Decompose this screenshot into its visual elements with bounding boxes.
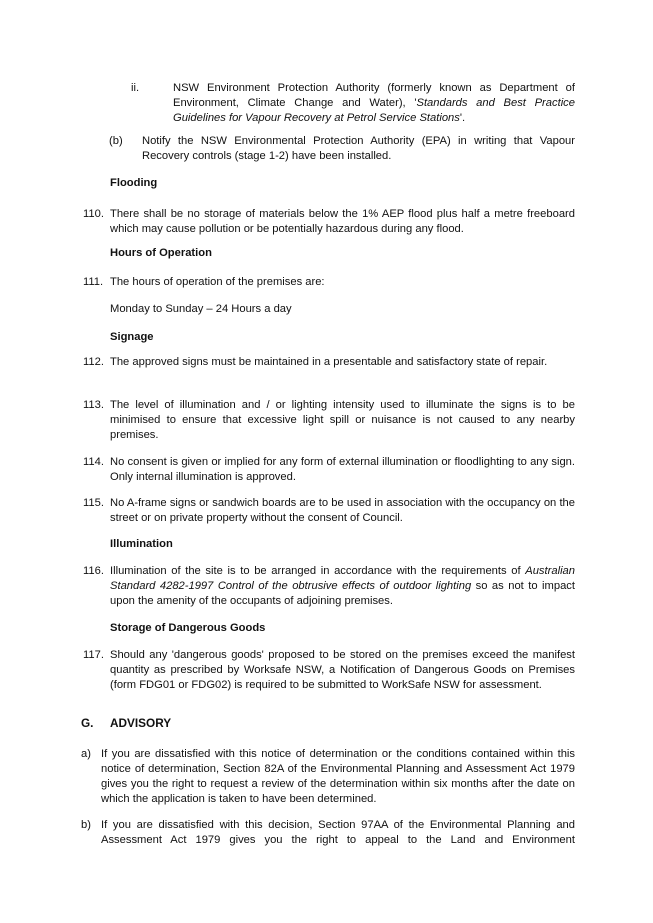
condition-110-text: There shall be no storage of materials below the 1% AEP flood plus half a metre freeboard which may cause pollution or be potentially hazardous during any flood. [110, 208, 575, 235]
advisory-b-text: If you are dissatisfied with this decision, Section 97AA of the Environmental Planning and Assessment Act 1979 gives you the right to appeal to the Land and Environment [101, 819, 575, 846]
advisory-b-marker: b) [81, 819, 91, 831]
advisory-a-marker: a) [81, 748, 91, 760]
item-b-text: Notify the NSW Environmental Protection Authority (EPA) in writing that Vapour Recovery controls (stage 1-2) have been installed. [142, 135, 575, 162]
condition-115-number: 115. [83, 497, 104, 509]
condition-114-number: 114. [83, 456, 104, 468]
condition-115-text: No A-frame signs or sandwich boards are to be used in association with the occupancy on the street or on private property without the consent of Council. [110, 497, 575, 524]
hours-detail: Monday to Sunday – 24 Hours a day [110, 303, 292, 315]
condition-110-number: 110. [83, 208, 104, 220]
section-letter: G. [81, 716, 94, 730]
condition-117-number: 117. [83, 649, 104, 661]
condition-112-text: The approved signs must be maintained in a presentable and satisfactory state of repair. [110, 356, 548, 368]
advisory-a-text: If you are dissatisfied with this notice of determination or the conditions contained within this notice of determination, Section 82A of the Environmental Planning and Assessment Act 1979 gives you the right to request a review of the determination within six months after the date on which the application is taken to have been determined. [101, 748, 575, 805]
heading-flooding: Flooding [110, 177, 158, 189]
item-b-marker: (b) [109, 135, 123, 147]
condition-117-text: Should any 'dangerous goods' proposed to be stored on the premises exceed the manifest quantity as prescribed by Worksafe NSW, a Notification of Dangerous Goods on Premises (form FDG01 or FDG02) is required to be submitted to WorkSafe NSW for assessment. [110, 649, 575, 691]
guideline-title: Standards and Best Practice Guidelines for Vapour Recovery at Petrol Service Stations [173, 97, 575, 124]
condition-113-number: 113. [83, 399, 104, 411]
condition-116-number: 116. [83, 565, 104, 577]
condition-111-text: The hours of operation of the premises are: [110, 276, 325, 288]
condition-112-number: 112. [83, 356, 104, 368]
condition-113-text: The level of illumination and / or lighting intensity used to illuminate the signs is to be minimised to ensure that excessive light spill or nuisance is not caused to any nearby premises. [110, 399, 575, 441]
heading-dangerous-goods: Storage of Dangerous Goods [110, 622, 266, 634]
sub-item-marker: ii. [131, 82, 140, 94]
heading-signage: Signage [110, 331, 154, 343]
standard-title: Australian Standard 4282-1997 Control of the obtrusive effects of outdoor lighting [110, 565, 575, 592]
heading-illumination: Illumination [110, 538, 173, 550]
condition-111-number: 111. [83, 276, 104, 288]
sub-item-ii-text: NSW Environment Protection Authority (formerly known as Department of Environment, Climate Change and Water), 'Standards and Best Practice Guidelines for Vapour Recovery at Petrol Service Stations'. [173, 82, 575, 124]
condition-114-text: No consent is given or implied for any form of external illumination or floodlighting to any sign. Only internal illumination is approved. [110, 456, 575, 483]
condition-116-text: Illumination of the site is to be arranged in accordance with the requirements of Australian Standard 4282-1997 Control of the obtrusive effects of outdoor lighting so as not to impact upon the amenity of the occupants of adjoining premises. [110, 565, 575, 607]
heading-hours-of-operation: Hours of Operation [110, 247, 212, 259]
heading-advisory: ADVISORY [110, 716, 172, 730]
